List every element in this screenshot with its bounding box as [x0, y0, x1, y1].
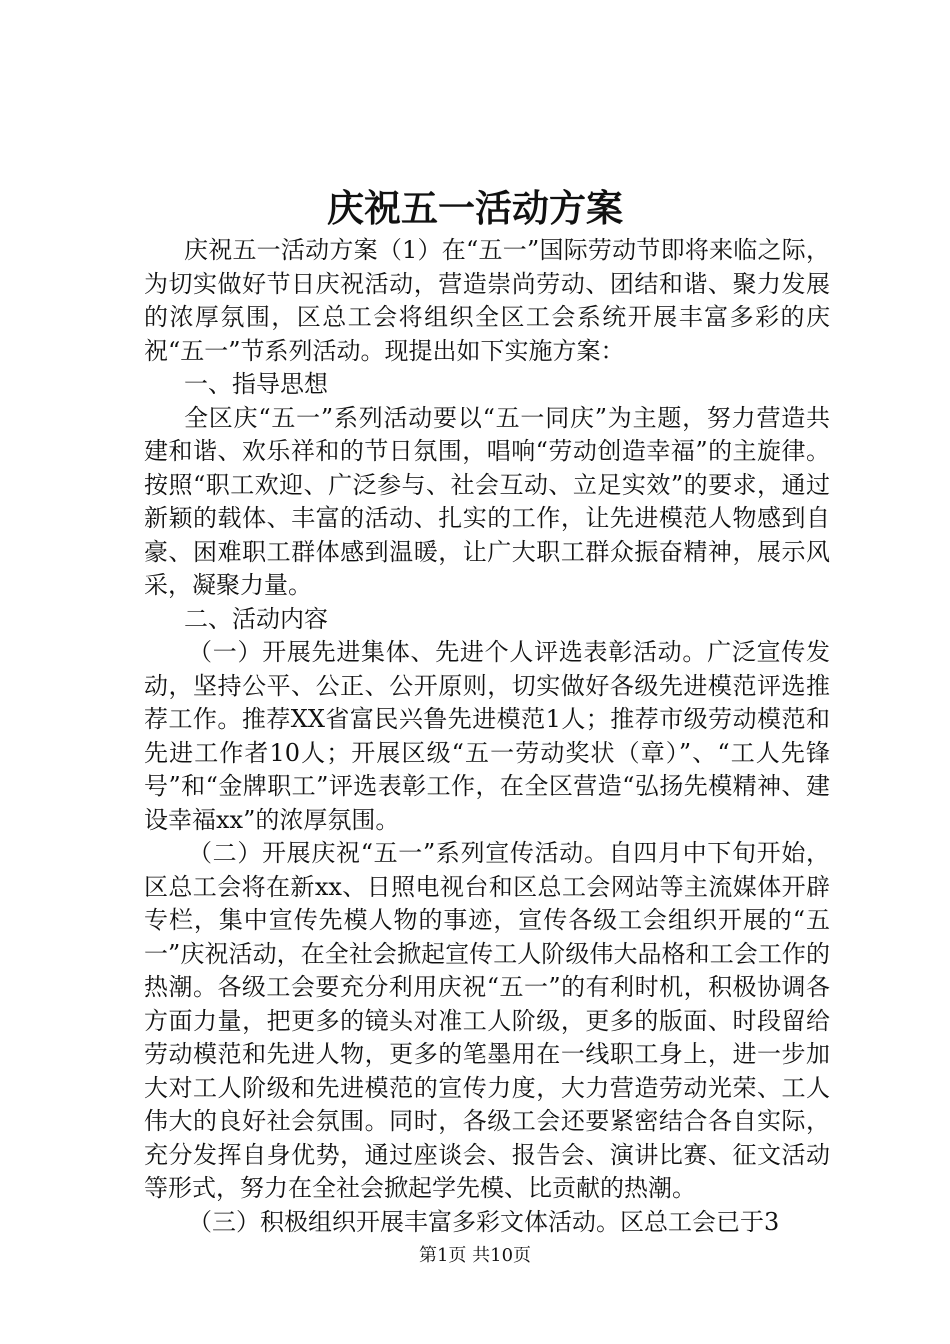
paragraph-guiding-ideology: 全区庆“五一”系列活动要以“五一同庆”为主题，努力营造共建和谐、欢乐祥和的节日氛围，唱响“劳动创造幸福”的主旋律。按照“职工欢迎、广泛参与、社会互动、立足实效”的要求，通过新颖的载体、丰富的活动、扎实的工作，让先进模范人物感到自豪、困难职工群体感到温暖，让广大职工群众振奋精神，展示风采，凝聚力量。 [144, 403, 830, 599]
document-title: 庆祝五一活动方案 [327, 186, 623, 230]
page-footer: 第1页 共10页 [418, 1245, 532, 1266]
document-body [144, 234, 830, 1239]
heading-activity-content: 二、活动内容 [184, 604, 328, 633]
paragraph-activity-3: （三）积极组织开展丰富多彩文体活动。区总工会已于3 [188, 1207, 780, 1236]
heading-guiding-ideology: 一、指导思想 [184, 370, 328, 398]
paragraph-activity-2: （二）开展庆祝“五一”系列宣传活动。自四月中下旬开始，区总工会将在新xx、日照电视台和区总工会网站等主流媒体开辟专栏，集中宣传先模人物的事迹，宣传各级工会组织开展的“五一”庆祝活动，在全社会掀起宣传工人阶级伟大品格和工会工作的热潮。各级工会要充分利用庆祝“五一”的有利时机，积极协调各方面力量，把更多的镜头对准工人阶级，更多的版面、时段留给劳动模范和先进人物，更多的笔墨用在一线职工身上，进一步加大对工人阶级和先进模范的宣传力度，大力营造劳动光荣、工人伟大的良好社会氛围。同时，各级工会还要紧密结合各自实际，充分发挥自身优势，通过座谈会、报告会、演讲比赛、征文活动等形式，努力在全社会掀起学先模、比贡献的热潮。 [144, 839, 830, 1202]
paragraph-intro: 庆祝五一活动方案（1）在“五一”国际劳动节即将来临之际，为切实做好节日庆祝活动，营造崇尚劳动、团结和谐、聚力发展的浓厚氛围，区总工会将组织全区工会系统开展丰富多彩的庆祝“五一”节系列活动。现提出如下实施方案： [144, 236, 830, 365]
paragraph-activity-1: （一）开展先进集体、先进个人评选表彰活动。广泛宣传发动，坚持公平、公正、公开原则，切实做好各级先进模范评选推荐工作。推荐XX省富民兴鲁先进模范1人；推荐市级劳动模范和先进工作者10人；开展区级“五一劳动奖状（章）”、“工人先锋号”和“金牌职工”评选表彰工作，在全区营造“弘扬先模精神、建设幸福xx”的浓厚氛围。 [144, 638, 830, 834]
